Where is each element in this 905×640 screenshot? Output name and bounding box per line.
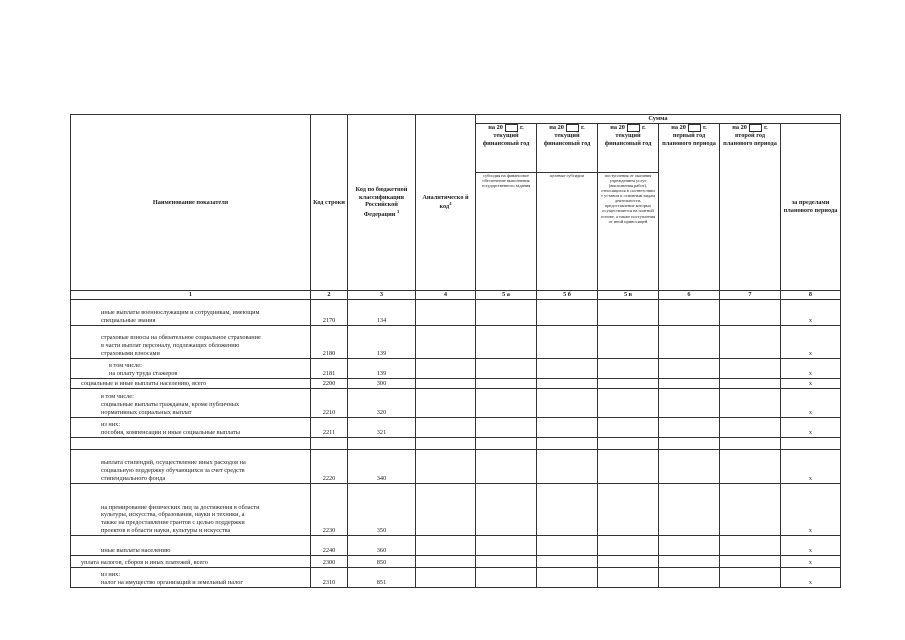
subnote-1: субсидия на финансовое обеспечение выполнения государственного задания	[476, 173, 537, 291]
row-name	[71, 418, 311, 438]
value-cell[interactable]	[598, 536, 659, 556]
row-line-code	[311, 438, 348, 450]
value-cell[interactable]	[416, 568, 476, 588]
period-header-4: на 20 г. первый год планового периода	[659, 124, 720, 291]
row-name	[71, 379, 311, 389]
value-cell[interactable]	[720, 300, 781, 326]
value-cell[interactable]	[659, 389, 720, 418]
row-beyond-value: х	[781, 484, 841, 536]
value-cell[interactable]	[537, 418, 598, 438]
row-name	[71, 389, 311, 418]
row-name	[71, 300, 311, 326]
value-cell[interactable]	[476, 389, 537, 418]
value-cell[interactable]	[598, 379, 659, 389]
row-name-line: выплата стипендий, осуществление иных расходов на	[101, 459, 246, 467]
row-budget-code: 850	[348, 556, 416, 568]
table-row	[71, 536, 841, 556]
column-number-1: 1	[71, 291, 311, 300]
value-cell[interactable]	[416, 326, 476, 359]
row-budget-code: 321	[348, 418, 416, 438]
table-row	[71, 438, 841, 450]
value-cell[interactable]	[416, 379, 476, 389]
row-beyond-value: х	[781, 450, 841, 484]
column-number-3: 3	[348, 291, 416, 300]
row-budget-code	[348, 438, 416, 450]
value-cell[interactable]	[537, 556, 598, 568]
period-header-2: на 20 г. текущий финансовый год	[537, 124, 598, 173]
row-beyond-value: х	[781, 359, 841, 379]
row-name	[71, 326, 311, 359]
beyond-period-header: за пределами планового периода	[781, 124, 841, 291]
row-name-line: уплата налогов, сборов и иных платежей, всего	[81, 559, 208, 567]
period-header-3: на 20 г. текущий финансовый год	[598, 124, 659, 173]
value-cell[interactable]	[659, 438, 720, 450]
row-name-line: иные выплаты населению	[101, 547, 171, 555]
row-name-line: на премирование физических лиц за достижения в области	[101, 503, 260, 511]
value-cell[interactable]	[598, 389, 659, 418]
row-name	[71, 536, 311, 556]
row-line-code: 2200	[311, 379, 348, 389]
row-beyond-value: х	[781, 556, 841, 568]
row-name-line: в том числе:	[101, 393, 134, 401]
value-cell[interactable]	[416, 359, 476, 379]
row-name-line: проектов в области науки, культуры и искусства	[101, 527, 231, 535]
row-beyond-value: х	[781, 389, 841, 418]
row-name-line: налог на имущество организаций и земельный налог	[101, 579, 243, 587]
value-cell[interactable]	[598, 450, 659, 484]
row-beyond-value: х	[781, 536, 841, 556]
value-cell[interactable]	[659, 450, 720, 484]
row-beyond-value: х	[781, 568, 841, 588]
value-cell[interactable]	[659, 568, 720, 588]
value-cell[interactable]	[537, 389, 598, 418]
value-cell[interactable]	[598, 556, 659, 568]
value-cell[interactable]	[476, 556, 537, 568]
value-cell[interactable]	[659, 359, 720, 379]
value-cell[interactable]	[598, 359, 659, 379]
row-budget-code: 340	[348, 450, 416, 484]
value-cell[interactable]	[659, 326, 720, 359]
row-name-line: иные выплаты военнослужащим и сотрудникам, имеющим	[101, 309, 260, 317]
column-number-4: 4	[416, 291, 476, 300]
value-cell[interactable]	[476, 450, 537, 484]
row-line-code: 2310	[311, 568, 348, 588]
value-cell[interactable]	[416, 536, 476, 556]
table-row	[71, 389, 841, 418]
header-analytic-code: Аналитическо й код$^4$	[416, 115, 476, 291]
column-number-7: 5 в	[598, 291, 659, 300]
value-cell[interactable]	[598, 418, 659, 438]
row-name-line: страховые взносы на обязательное социальное страхование	[101, 334, 261, 342]
value-cell[interactable]	[537, 568, 598, 588]
row-budget-code: 139	[348, 359, 416, 379]
value-cell[interactable]	[659, 484, 720, 536]
row-name-line: социальные и иные выплаты населению, всего	[81, 380, 207, 388]
row-beyond-value: х	[781, 300, 841, 326]
value-cell[interactable]	[537, 326, 598, 359]
row-name	[71, 450, 311, 484]
row-line-code: 2180	[311, 326, 348, 359]
value-cell[interactable]	[598, 438, 659, 450]
value-cell[interactable]	[659, 418, 720, 438]
row-name-line: из них:	[101, 421, 121, 429]
column-number-2: 2	[311, 291, 348, 300]
table-row	[71, 359, 841, 379]
row-budget-code: 851	[348, 568, 416, 588]
column-number-9: 7	[720, 291, 781, 300]
value-cell[interactable]	[476, 359, 537, 379]
row-name-line: стипендиального фонда	[101, 475, 166, 483]
row-name-line: страховыми взносами	[101, 350, 160, 358]
value-cell[interactable]	[416, 556, 476, 568]
header-sum: Сумма	[476, 115, 841, 124]
value-cell[interactable]	[720, 568, 781, 588]
row-name-line: нормативных социальных выплат	[101, 409, 192, 417]
row-name	[71, 556, 311, 568]
value-cell[interactable]	[416, 418, 476, 438]
table-row	[71, 300, 841, 326]
column-number-6: 5 б	[537, 291, 598, 300]
value-cell[interactable]	[476, 418, 537, 438]
row-line-code: 2170	[311, 300, 348, 326]
value-cell[interactable]	[476, 300, 537, 326]
row-line-code: 2240	[311, 536, 348, 556]
value-cell[interactable]	[720, 389, 781, 418]
row-name	[71, 568, 311, 588]
value-cell[interactable]	[416, 300, 476, 326]
row-line-code: 2181	[311, 359, 348, 379]
row-line-code: 2220	[311, 450, 348, 484]
table-row	[71, 568, 841, 588]
value-cell[interactable]	[537, 359, 598, 379]
row-line-code: 2230	[311, 484, 348, 536]
value-cell[interactable]	[537, 300, 598, 326]
value-cell[interactable]	[598, 568, 659, 588]
value-cell[interactable]	[416, 438, 476, 450]
row-name-line: специальные звания	[101, 317, 156, 325]
table-row	[71, 556, 841, 568]
value-cell[interactable]	[416, 389, 476, 418]
row-name-line: в части выплат персоналу, подлежащих обложению	[101, 342, 240, 350]
row-budget-code: 134	[348, 300, 416, 326]
subnote-3: поступления от оказания учреждением услуг (выполнения работ), относящихся в соответствии с уставом к основным видам деятельности, предоставление которых осуществляется на платной основе, а также поступления от иной приносящей	[598, 173, 659, 291]
value-cell[interactable]	[720, 536, 781, 556]
value-cell[interactable]	[720, 438, 781, 450]
row-budget-code: 350	[348, 484, 416, 536]
value-cell[interactable]	[537, 379, 598, 389]
financial-table	[70, 114, 841, 588]
value-cell[interactable]	[720, 484, 781, 536]
value-cell[interactable]	[720, 556, 781, 568]
value-cell[interactable]	[720, 326, 781, 359]
value-cell[interactable]	[476, 438, 537, 450]
row-beyond-value: х	[781, 379, 841, 389]
row-name-line: социальную поддержку обучающихся за счет средств	[101, 467, 245, 475]
row-budget-code: 320	[348, 389, 416, 418]
header-budget-code: Код по бюджетной классификации Российской Федерации $^3$	[348, 115, 416, 291]
row-name-line: социальные выплаты гражданам, кроме публичных	[101, 401, 240, 409]
value-cell[interactable]	[416, 450, 476, 484]
table-row	[71, 418, 841, 438]
value-cell[interactable]	[476, 484, 537, 536]
value-cell[interactable]	[476, 536, 537, 556]
value-cell[interactable]	[598, 300, 659, 326]
row-name	[71, 484, 311, 536]
period-header-5: на 20 г. второй год планового периода	[720, 124, 781, 291]
table-row	[71, 484, 841, 536]
value-cell[interactable]	[476, 568, 537, 588]
row-name-line: на оплату труда стажеров	[109, 370, 178, 378]
row-line-code: 2211	[311, 418, 348, 438]
table-row	[71, 326, 841, 359]
table-row	[71, 450, 841, 484]
value-cell[interactable]	[720, 418, 781, 438]
column-number-10: 8	[781, 291, 841, 300]
row-name-line: из них:	[101, 571, 121, 579]
table-row	[71, 379, 841, 389]
value-cell[interactable]	[659, 556, 720, 568]
value-cell[interactable]	[720, 379, 781, 389]
header-line-code: Код строки	[311, 115, 348, 291]
row-budget-code: 139	[348, 326, 416, 359]
value-cell[interactable]	[537, 536, 598, 556]
row-beyond-value	[781, 438, 841, 450]
row-budget-code: 360	[348, 536, 416, 556]
value-cell[interactable]	[720, 450, 781, 484]
value-cell[interactable]	[598, 326, 659, 359]
value-cell[interactable]	[659, 379, 720, 389]
row-name	[71, 359, 311, 379]
column-number-5: 5 а	[476, 291, 537, 300]
header-name: Наименование показателя	[71, 115, 311, 291]
column-number-8: 6	[659, 291, 720, 300]
value-cell[interactable]	[537, 438, 598, 450]
value-cell[interactable]	[416, 484, 476, 536]
row-beyond-value: х	[781, 418, 841, 438]
value-cell[interactable]	[476, 326, 537, 359]
value-cell[interactable]	[659, 300, 720, 326]
value-cell[interactable]	[537, 484, 598, 536]
row-line-code: 2210	[311, 389, 348, 418]
value-cell[interactable]	[537, 450, 598, 484]
value-cell[interactable]	[659, 536, 720, 556]
row-beyond-value: х	[781, 326, 841, 359]
row-line-code: 2300	[311, 556, 348, 568]
value-cell[interactable]	[476, 379, 537, 389]
row-name-line: культуры, искусства, образования, науки и техники, а	[101, 511, 245, 519]
value-cell[interactable]	[598, 484, 659, 536]
row-name-line: пособия, компенсации и иные социальные выплаты	[101, 429, 241, 437]
row-budget-code: 300	[348, 379, 416, 389]
value-cell[interactable]	[720, 359, 781, 379]
period-header-1: на 20 г. текущий финансовый год	[476, 124, 537, 173]
row-name-line: также на предоставление грантов с целью поддержки	[101, 519, 245, 527]
row-name	[71, 438, 311, 450]
row-name-line: в том числе:	[109, 362, 142, 370]
subnote-2: целевые субсидии	[537, 173, 598, 291]
